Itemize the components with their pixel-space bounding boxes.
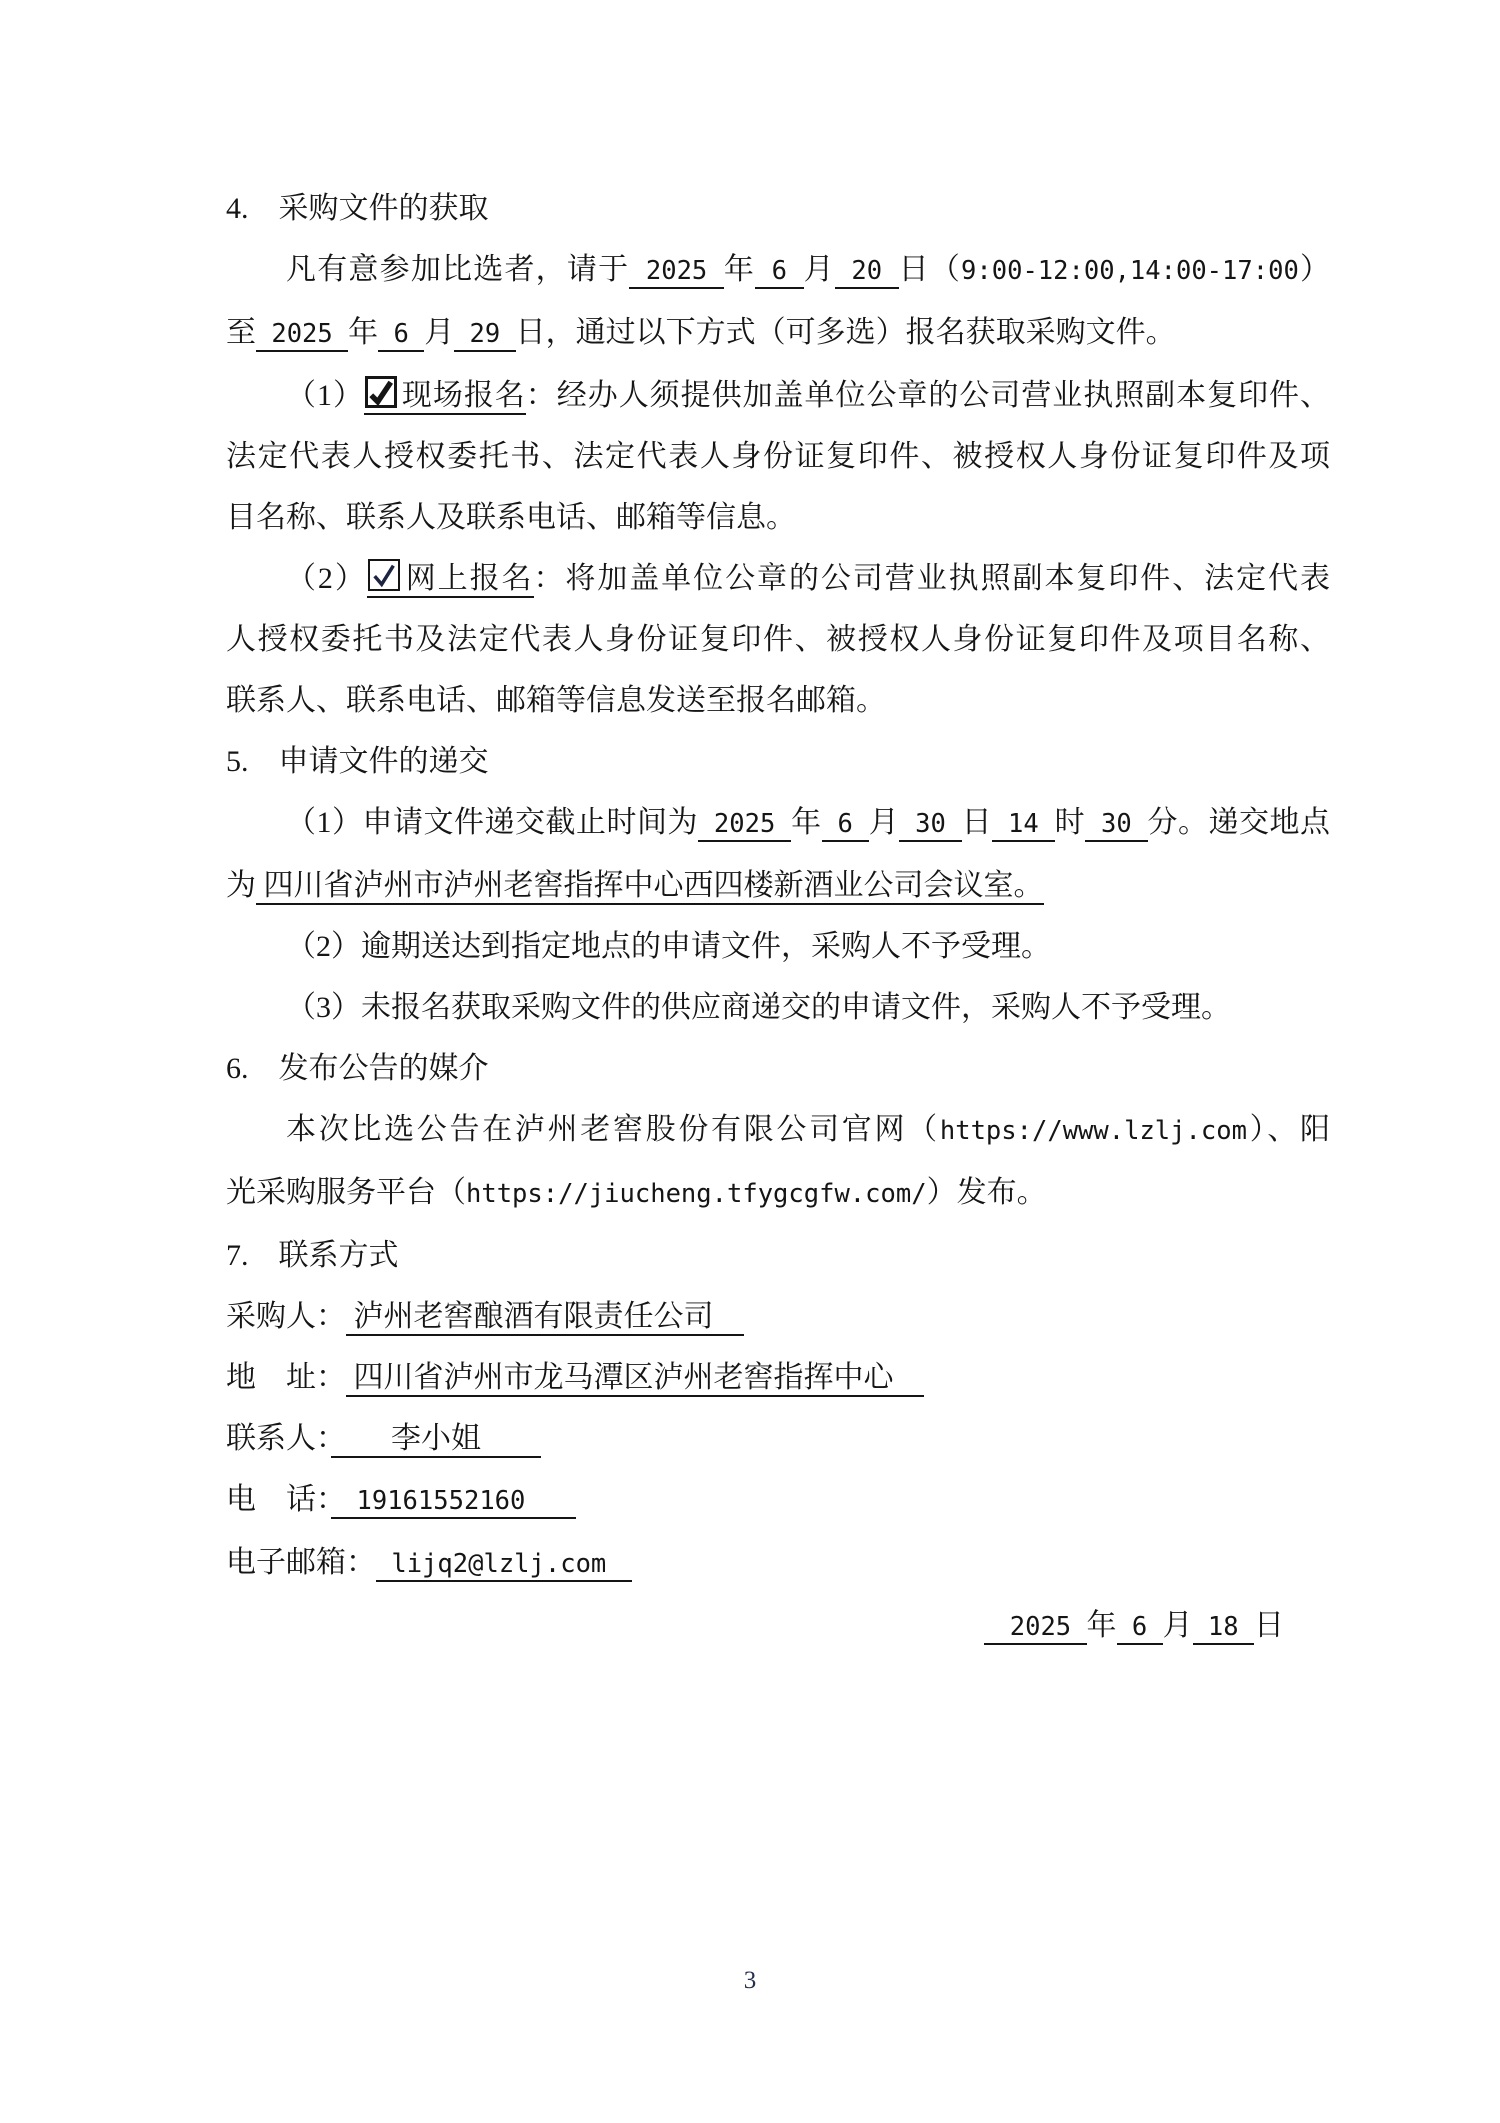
text: 为 <box>226 869 256 902</box>
hour-blank: 14 <box>992 809 1054 842</box>
text: 法定代表人授权委托书、法定代表人身份证复印件、被授权人身份证复印件及项 <box>226 440 1330 473</box>
onsite-registration-line-2 <box>226 426 1330 487</box>
day-blank: 30 <box>899 809 961 842</box>
text: 凡有意参加比选者，请于 <box>286 253 630 286</box>
date-year-blank: 2025 <box>984 1612 1086 1645</box>
text: （1）申请文件递交截止时间为 <box>286 806 699 839</box>
text: 分。递交地点 <box>1147 806 1331 839</box>
procurement-platform-url: https://jiucheng.tfygcgfw.com/ <box>466 1179 927 1209</box>
registration-period-line-1 <box>226 239 1330 302</box>
official-website-url: https://www.lzlj.com <box>939 1116 1247 1146</box>
text: （3）未报名获取采购文件的供应商递交的申请文件，采购人不予受理。 <box>286 991 1231 1024</box>
text: 日，通过以下方式（可多选）报名获取采购文件。 <box>515 316 1176 349</box>
text: ）发布。 <box>926 1176 1047 1209</box>
month-blank: 6 <box>378 319 424 352</box>
address-label: 地 址： <box>226 1361 346 1394</box>
year-blank: 2025 <box>256 319 348 352</box>
day-blank: 29 <box>454 319 515 352</box>
text: 人授权委托书及法定代表人身份证复印件、被授权人身份证复印件及项目名称、 <box>226 623 1330 656</box>
text: 日 <box>1254 1609 1284 1642</box>
registration-period-line-2 <box>226 302 1330 365</box>
month-blank: 6 <box>822 809 869 842</box>
text: 年 <box>791 806 822 839</box>
date-day-blank: 18 <box>1193 1612 1254 1645</box>
signature-date-line <box>226 1595 1330 1658</box>
text: 时 <box>1054 806 1086 839</box>
online-registration-line-2 <box>226 609 1330 670</box>
phone-label: 电 话： <box>226 1483 331 1516</box>
purchaser-label: 采购人： <box>226 1300 346 1333</box>
minute-blank: 30 <box>1085 809 1147 842</box>
year-blank: 2025 <box>698 809 791 842</box>
overdue-rejection-line <box>226 916 1330 977</box>
contact-person-label: 联系人： <box>226 1422 331 1455</box>
onsite-registration-line-3 <box>226 487 1330 548</box>
heading-text: 5. 申请文件的递交 <box>226 745 489 778</box>
deadline-line-2 <box>226 855 1330 916</box>
text: 至 <box>226 316 256 349</box>
heading-text: 6. 发布公告的媒介 <box>226 1052 489 1085</box>
section-6-heading <box>226 1038 1330 1099</box>
section-5-heading <box>226 731 1330 792</box>
text: 光采购服务平台（ <box>226 1176 466 1209</box>
label-text: 现场报名 <box>400 379 526 412</box>
text: 月 <box>803 253 835 286</box>
text: ）、阳 <box>1246 1113 1331 1146</box>
contact-person-row <box>226 1408 1330 1469</box>
text: 日（ <box>898 253 962 286</box>
email-label: 电子邮箱： <box>226 1546 376 1579</box>
section-7-heading <box>226 1225 1330 1286</box>
email-value: lijq2@lzlj.com <box>376 1549 632 1582</box>
address-row <box>226 1347 1330 1408</box>
text: ） <box>1298 253 1331 286</box>
text: 月 <box>868 806 900 839</box>
item-number: （2） <box>286 562 367 595</box>
text: 目名称、联系人及联系电话、邮箱等信息。 <box>226 501 796 534</box>
month-blank: 6 <box>755 256 803 289</box>
heading-text: 4. 采购文件的获取 <box>226 192 489 225</box>
online-registration-label <box>367 562 534 598</box>
text: 联系人、联系电话、邮箱等信息发送至报名邮箱。 <box>226 684 886 717</box>
item-number: （1） <box>286 379 364 412</box>
deadline-line-1 <box>226 792 1330 855</box>
date-month-blank: 6 <box>1117 1612 1163 1645</box>
label-text: 网上报名 <box>403 562 534 595</box>
onsite-registration-line-1 <box>226 365 1330 426</box>
contact-person-value: 李小姐 <box>331 1422 541 1458</box>
purchaser-value: 泸州老窖酿酒有限责任公司 <box>346 1300 744 1336</box>
document-body <box>226 178 1330 1658</box>
checked-checkbox-icon <box>365 376 397 408</box>
text: ：经办人须提供加盖单位公章的公司营业执照副本复印件、 <box>525 379 1331 412</box>
text: ：将加盖单位公章的公司营业执照副本复印件、法定代表 <box>533 562 1330 595</box>
email-row <box>226 1532 1330 1595</box>
text: 本次比选公告在泸州老窖股份有限公司官网（ <box>286 1113 940 1146</box>
page-number: 3 <box>743 1967 757 1994</box>
phone-row <box>226 1469 1330 1532</box>
submission-address-blank: 四川省泸州市泸州老窖指挥中心西四楼新酒业公司会议室。 <box>256 869 1044 905</box>
year-blank: 2025 <box>629 256 724 289</box>
text: 年 <box>1086 1609 1117 1642</box>
text: 月 <box>1162 1609 1193 1642</box>
text: 月 <box>424 316 455 349</box>
onsite-registration-label <box>364 379 526 415</box>
address-value: 四川省泸州市龙马潭区泸州老窖指挥中心 <box>346 1361 924 1397</box>
text: （2）逾期送达到指定地点的申请文件，采购人不予受理。 <box>286 930 1051 963</box>
text: 年 <box>348 316 379 349</box>
day-blank: 20 <box>835 256 899 289</box>
phone-value: 19161552160 <box>331 1486 576 1519</box>
purchaser-row <box>226 1286 1330 1347</box>
text: 日 <box>961 806 993 839</box>
time-range: 9:00-12:00,14:00-17:00 <box>961 256 1299 286</box>
heading-text: 7. 联系方式 <box>226 1239 399 1272</box>
online-registration-line-1 <box>226 548 1330 609</box>
online-registration-line-3 <box>226 670 1330 731</box>
section-4-heading <box>226 178 1330 239</box>
checked-checkbox-icon <box>368 559 400 591</box>
text: 年 <box>723 253 756 286</box>
unregistered-rejection-line <box>226 977 1330 1038</box>
announcement-media-line-2 <box>226 1162 1330 1225</box>
announcement-media-line-1 <box>226 1099 1330 1162</box>
